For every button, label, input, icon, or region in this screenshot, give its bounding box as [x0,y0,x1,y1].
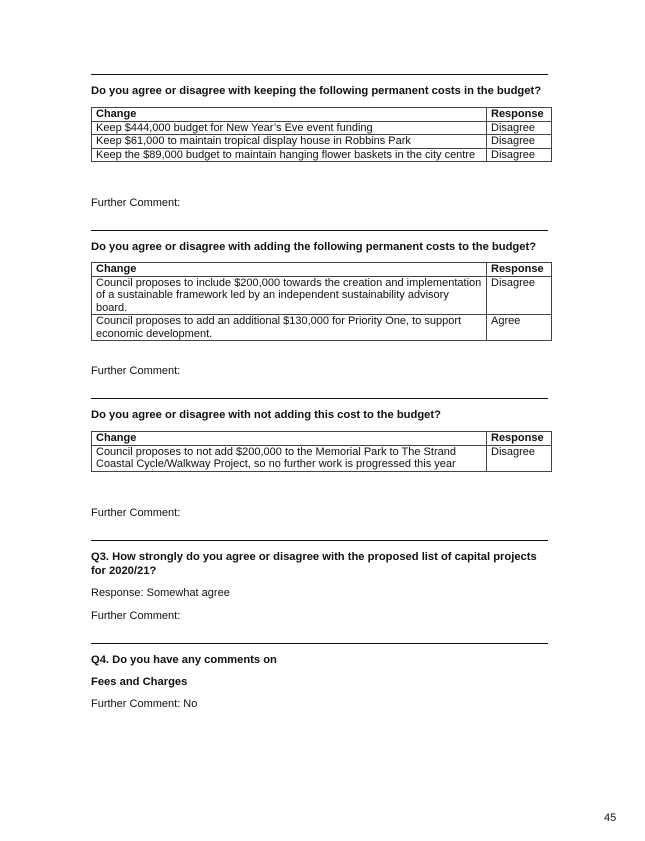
response-cell: Disagree [487,276,552,315]
question-heading: Do you agree or disagree with not adding this cost to the budget? [91,409,441,421]
change-cell: Keep $61,000 to maintain tropical display house in Robbins Park [92,135,487,149]
divider [91,540,548,541]
further-comment: Further Comment: [91,197,181,209]
page-number: 45 [604,812,617,824]
table-header-row [92,432,552,446]
column-header-change: Change [92,432,487,446]
response-cell: Agree [487,315,552,341]
table-row [92,315,552,341]
question-heading: Q3. How strongly do you agree or disagree with the proposed list of capital projects for 2020/21? [91,551,537,577]
response-cell: Disagree [487,121,552,135]
response-cell: Disagree [487,135,552,149]
divider [91,398,548,399]
subheading: Fees and Charges [91,676,188,688]
response-table [91,431,552,472]
table-header-row [92,108,552,122]
further-comment: Further Comment: [91,365,181,377]
question-heading: Q4. Do you have any comments on [91,654,277,666]
table-row [92,148,552,162]
column-header-response: Response [487,108,552,122]
change-cell: Keep the $89,000 budget to maintain hanging flower baskets in the city centre [92,148,487,162]
response-table [91,107,552,162]
divider [91,643,548,644]
response-cell: Disagree [487,445,552,471]
change-cell: Council proposes to not add $200,000 to the Memorial Park to The Strand Coastal Cycle/Walkway Project, so no further work is progressed this year [92,445,487,471]
further-comment: Further Comment: [91,610,181,622]
response-table [91,262,552,341]
further-comment: Further Comment: [91,507,181,519]
change-cell: Council proposes to include $200,000 towards the creation and implementation of a sustainable framework led by an independent sustainability advisory board. [92,276,487,315]
change-cell: Council proposes to add an additional $130,000 for Priority One, to support economic development. [92,315,487,341]
question-heading: Do you agree or disagree with keeping the following permanent costs in the budget? [91,85,542,97]
table-row [92,135,552,149]
column-header-change: Change [92,263,487,277]
column-header-response: Response [487,263,552,277]
table-row [92,121,552,135]
column-header-response: Response [487,432,552,446]
column-header-change: Change [92,108,487,122]
divider [91,230,548,231]
response-text: Response: Somewhat agree [91,587,230,599]
table-header-row [92,263,552,277]
further-comment: Further Comment: No [91,698,198,710]
table-row [92,276,552,315]
change-cell: Keep $444,000 budget for New Year’s Eve event funding [92,121,487,135]
response-cell: Disagree [487,148,552,162]
question-heading: Do you agree or disagree with adding the following permanent costs to the budget? [91,241,537,253]
divider [91,74,548,75]
table-row [92,445,552,471]
